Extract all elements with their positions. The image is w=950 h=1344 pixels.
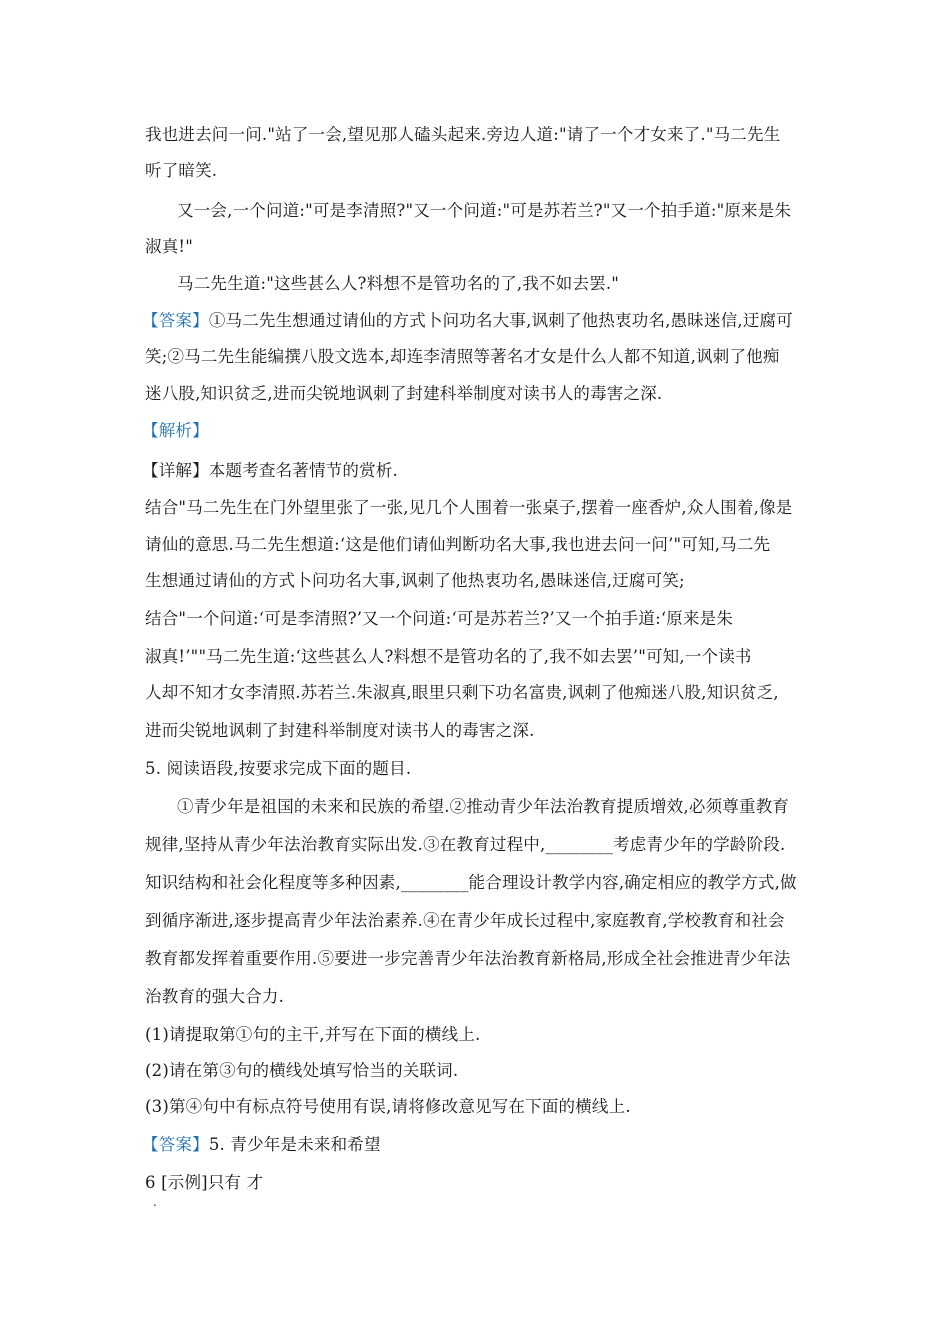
text-line: 又一会,一个问道:"可是李清照?"又一个问道:"可是苏若兰?"又一个拍手道:"原来是朱 [177,201,792,220]
answer-tag: 【答案】 [142,311,209,330]
text-line: 人却不知才女李清照.苏若兰.朱淑真,眼里只剩下功名富贵,讽刺了他痴迷八股,知识贫乏, [145,683,779,702]
text-line: 进而尖锐地讽刺了封建科举制度对读书人的毒害之深. [145,721,535,740]
text-line: 生想通过请仙的方式卜问功名大事,讽刺了他热衷功名,愚昧迷信,迂腐可笑; [145,571,685,590]
answer-line [142,310,793,332]
text-line: 【详解】本题考查名著情节的赏析. [142,461,398,480]
text-line: 淑真!" [145,237,194,256]
sub-question: (1)请提取第①句的主干,并写在下面的横线上. [145,1025,481,1044]
stray-dot: . [153,1195,157,1209]
text-line: 到循序渐进,逐步提高青少年法治素养.④在青少年成长过程中,家庭教育,学校教育和社会 [145,911,785,930]
text-line: 结合"一个问道:‘可是李清照?’又一个问道:‘可是苏若兰?’又一个拍手道:‘原来是朱 [145,609,734,628]
text-line: 知识结构和社会化程度等多种因素,________能合理设计教学内容,确定相应的教学方式,做 [145,873,797,892]
text-line: 我也进去问一问."站了一会,望见那人磕头起来.旁边人道:"请了一个才女来了."马二先生 [145,125,781,144]
text-line: 规律,坚持从青少年法治教育实际出发.③在教育过程中,________考虑青少年的学龄阶段. [145,835,786,854]
text-line: 迷八股,知识贫乏,进而尖锐地讽刺了封建科举制度对读书人的毒害之深. [145,384,663,403]
sub-question: (3)第④句中有标点符号使用有误,请将修改意见写在下面的横线上. [145,1097,631,1116]
text-line: 笑;②马二先生能编撰八股文选本,却连李清照等著名才女是什么人都不知道,讽刺了他痴 [145,347,780,366]
text-line: 结合"马二先生在门外望里张了一张,见几个人围着一张桌子,摆着一座香炉,众人围着,像是 [145,498,793,517]
text-line: 淑真!’""马二先生道:‘这些甚么人?料想不是管功名的了,我不如去罢’"可知,一个读书 [145,647,752,666]
answer-text: 5. 青少年是未来和希望 [208,1135,381,1154]
text-line: 听了暗笑. [145,161,218,180]
text-line: 马二先生道:"这些甚么人?料想不是管功名的了,我不如去罢." [177,274,620,293]
text-line: 请仙的意思.马二先生想道:‘这是他们请仙判断功名大事,我也进去问一问’"可知,马二先 [145,535,771,554]
text-line: ①青少年是祖国的未来和民族的希望.②推动青少年法治教育提质增效,必须尊重教育 [177,797,790,816]
text-line: 6 [示例]只有 才 [145,1173,264,1192]
answer-line [142,1134,381,1156]
sub-question: (2)请在第③句的横线处填写恰当的关联词. [145,1061,459,1080]
text-line: 教育都发挥着重要作用.⑤要进一步完善青少年法治教育新格局,形成全社会推进青少年法 [145,949,791,968]
analysis-tag: 【解析】 [142,421,209,440]
answer-tag: 【答案】 [142,1135,209,1154]
question-heading: 5. 阅读语段,按要求完成下面的题目. [145,759,412,778]
answer-text: ①马二先生想通过请仙的方式卜问功名大事,讽刺了他热衷功名,愚昧迷信,迂腐可 [208,311,793,330]
text-line: 治教育的强大合力. [145,987,285,1006]
